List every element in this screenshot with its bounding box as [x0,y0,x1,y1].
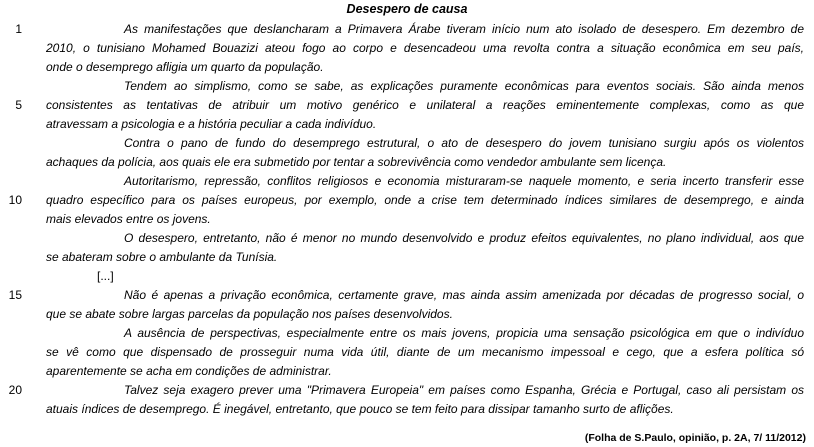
line-text: Contra o pano de fundo do desemprego estrutural, o ato de desespero do jovem tunisiano surgiu após os violentos [124,136,804,150]
line-text: se vê como que dispensado de prosseguir numa vida útil, diante de um mecanismo impessoal e cego, que a esfera política só [46,345,804,359]
omission-mark: [...] [97,269,114,283]
text-line [0,134,814,153]
text-line [0,286,814,305]
line-text: A ausência de perspectivas, especialmente entre os mais jovens, propicia uma sensação psicológica em que o indivíduo [124,326,804,340]
line-text: mais elevados entre os jovens. [46,212,211,226]
line-text: quadro específico para os países europeus, por exemplo, onde a crise tem determinado índices similares de desemprego, e ainda [46,193,804,207]
text-line [0,305,814,324]
text-line [0,267,814,286]
line-text: As manifestações que deslancharam a Primavera Árabe tiveram início num ato isolado de desespero. Em dezembro de [124,22,804,36]
text-line [0,229,814,248]
text-line [0,39,814,58]
text-line [0,191,814,210]
text-line [0,400,814,419]
line-text: onde o desemprego afligia um quarto da população. [46,60,324,74]
line-text: O desespero, entretanto, não é menor no mundo desenvolvido e produz efeitos equivalentes, no plano individual, aos que [124,231,804,245]
source-citation: (Folha de S.Paulo, opinião, p. 2A, 7/ 11/2012) [584,432,806,444]
article-title: Desespero de causa [346,2,468,16]
line-text: que se abate sobre largas parcelas da população nos países desenvolvidos. [46,307,453,321]
line-text: 2010, o tunisiano Mohamed Bouazizi ateou fogo ao corpo e desencadeou uma revolta contra a situação econômica em seu país, [46,41,804,55]
text-line [0,381,814,400]
line-text: Não é apenas a privação econômica, certamente grave, mas ainda assim amenizada por décadas de progresso social, o [124,288,804,302]
text-line [0,343,814,362]
line-number: 5 [15,98,22,112]
text-line [0,324,814,343]
text-line [0,96,814,115]
text-line [0,20,814,39]
line-number: 15 [8,288,22,302]
text-line [0,248,814,267]
text-line [0,362,814,381]
text-line [0,153,814,172]
line-text: se abateram sobre o ambulante da Tunísia. [46,250,278,264]
line-number: 1 [15,22,22,36]
text-line [0,172,814,191]
text-line [0,58,814,77]
text-line [0,77,814,96]
line-text: Tendem ao simplismo, como se sabe, as explicações puramente econômicas para eventos sociais. São ainda menos [124,79,804,93]
text-line [0,115,814,134]
line-number: 20 [8,383,22,397]
line-number: 10 [8,193,22,207]
line-text: atravessam a psicologia e a história peculiar a cada indivíduo. [46,117,377,131]
line-text: atuais índices de desemprego. É inegável, entretanto, que pouco se tem feito para dissipar tamanho surto de aflições. [46,402,674,416]
text-line [0,210,814,229]
line-text: Talvez seja exagero prever uma "Primavera Europeia" em países como Espanha, Grécia e Portugal, caso ali persistam os [124,383,804,397]
line-text: consistentes as tentativas de atribuir um motivo genérico e unilateral a reações eminentemente complexas, como as que [46,98,804,112]
line-text: aparentemente se acha em condições de administrar. [46,364,332,378]
line-text: achaques da polícia, aos quais ele era submetido por tentar a sobrevivência como vendedor ambulante sem licença. [46,155,667,169]
line-text: Autoritarismo, repressão, conflitos religiosos e economia misturaram-se naquele momento, e seria incerto transferir esse [124,174,804,188]
